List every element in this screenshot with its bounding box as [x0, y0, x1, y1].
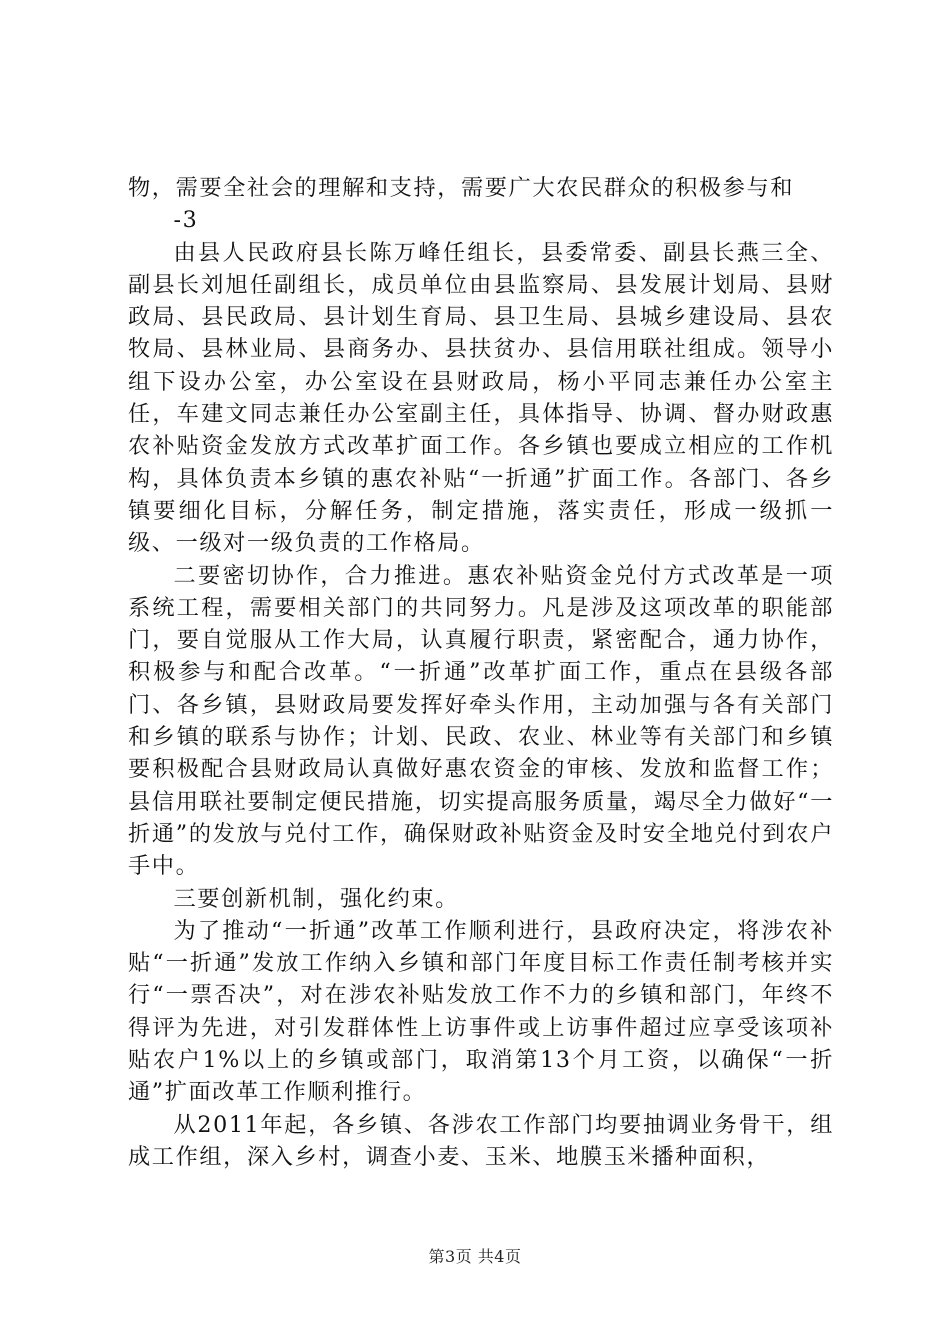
page-number-label: 第3页 共4页: [428, 1247, 522, 1266]
page-footer: [0, 1246, 950, 1268]
paragraph-cooperation: 二要密切协作，合力推进。惠农补贴资金兑付方式改革是一项系统工程，需要相关部门的共同努力。凡是涉及这项改革的职能部门，要自觉服从工作大局，认真履行职责，紧密配合，通力协作，积极参与和配合改革。“一折通”改革扩面工作，重点在县级各部门、各乡镇，县财政局要发挥好牵头作用，主动加强与各有关部门和乡镇的联系与协作；计划、民政、农业、林业等有关部门和乡镇要积极配合县财政局认真做好惠农资金的审核、发放和监督工作；县信用联社要制定便民措施，切实提高服务质量，竭尽全力做好“一折通”的发放与兑付工作，确保财政补贴资金及时安全地兑付到农户手中。: [128, 562, 834, 880]
paragraph-continuation: 物，需要全社会的理解和支持，需要广大农民群众的积极参与和: [128, 175, 795, 201]
paragraph-mechanism-heading: 三要创新机制，强化约束。: [173, 885, 459, 912]
paragraph-assessment: 为了推动“一折通”改革工作顺利进行，县政府决定，将涉农补贴“一折通”发放工作纳入乡镇和部门年度目标工作责任制考核并实行“一票否决”，对在涉农补贴发放工作不力的乡镇和部门，年终不得评为先进，对引发群体性上访事件或上访事件超过应享受该项补贴农户1%以上的乡镇或部门，取消第13个月工资，以确保“一折通”扩面改革工作顺利推行。: [128, 917, 834, 1106]
paragraph-leadership-group: 由县人民政府县长陈万峰任组长，县委常委、副县长燕三全、副县长刘旭任副组长，成员单位由县监察局、县发展计划局、县财政局、县民政局、县计划生育局、县卫生局、县城乡建设局、县农牧局、县林业局、县商务办、县扶贫办、县信用联社组成。领导小组下设办公室，办公室设在县财政局，杨小平同志兼任办公室主任，车建文同志兼任办公室副主任，具体指导、协调、督办财政惠农补贴资金发放方式改革扩面工作。各乡镇也要成立相应的工作机构，具体负责本乡镇的惠农补贴“一折通”扩面工作。各部门、各乡镇要细化目标，分解任务，制定措施，落实责任，形成一级抓一级、一级对一级负责的工作格局。: [128, 239, 834, 557]
page-marker-text: -3: [173, 207, 199, 234]
document-body: [128, 172, 834, 1173]
paragraph-survey: 从2011年起，各乡镇、各涉农工作部门均要抽调业务骨干，组成工作组，深入乡村，调查小麦、玉米、地膜玉米播种面积，: [128, 1111, 834, 1170]
